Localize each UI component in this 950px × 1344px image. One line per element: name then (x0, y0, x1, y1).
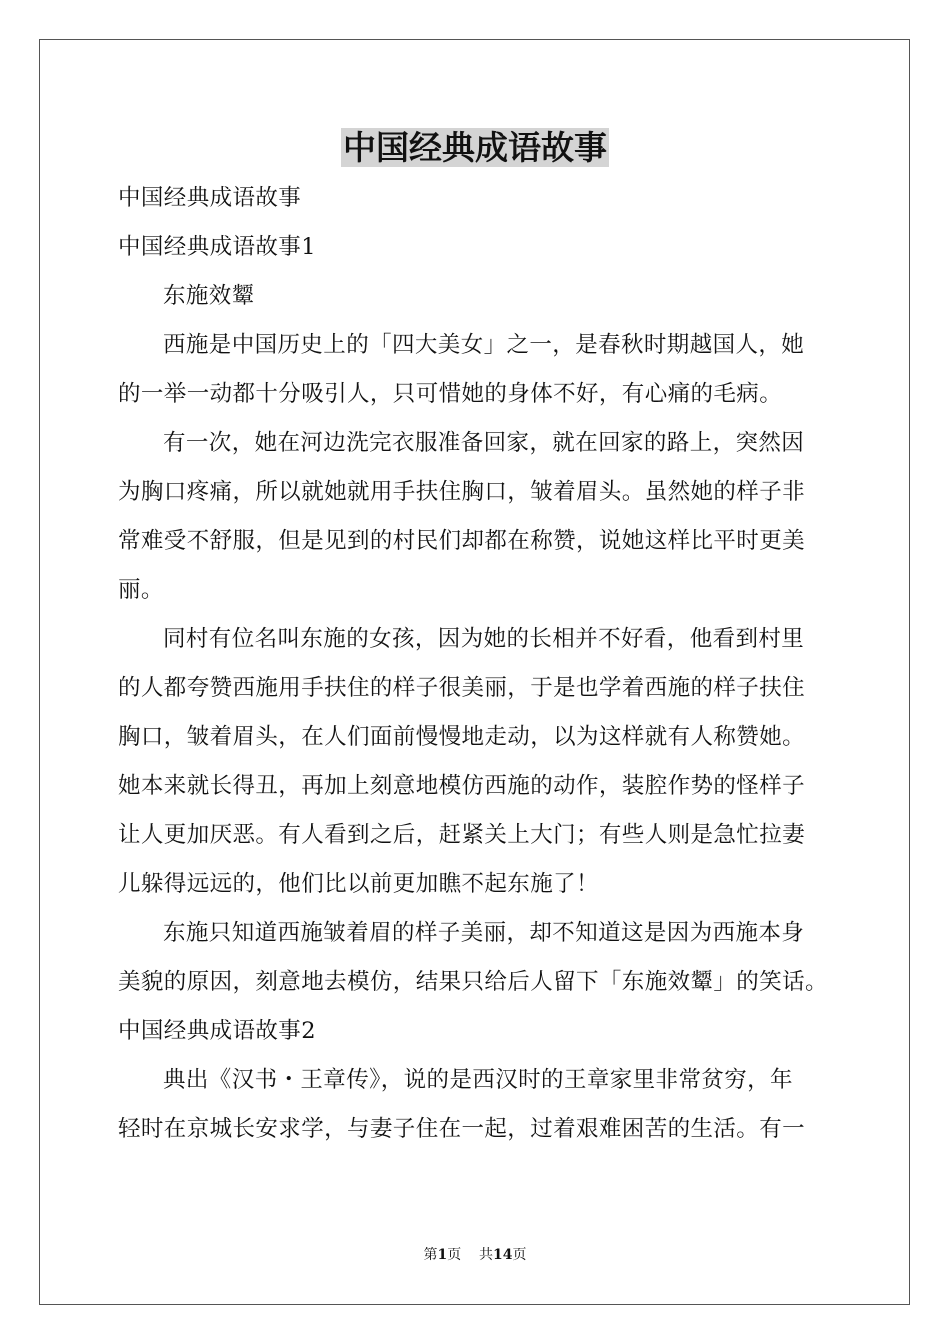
text-line: 常难受不舒服，但是见到的村民们却都在称赞，说她这样比平时更美 (118, 528, 806, 554)
footer-total-suffix: 页 (512, 1247, 527, 1263)
footer-total-pages: 14 (493, 1247, 513, 1263)
text-line: 她本来就长得丑，再加上刻意地模仿西施的动作，装腔作势的怪样子 (118, 773, 806, 799)
footer-page-number: 1 (437, 1247, 448, 1263)
text-line: 的一举一动都十分吸引人，只可惜她的身体不好，有心痛的毛病。 (118, 381, 783, 407)
text-line: 有一次，她在河边洗完衣服准备回家，就在回家的路上，突然因 (163, 430, 805, 456)
footer-prefix: 第 (423, 1247, 438, 1263)
text-line: 东施效颦 (163, 283, 255, 309)
text-line: 儿躲得远远的，他们比以前更加瞧不起东施了！ (118, 871, 599, 897)
text-line: 丽。 (118, 577, 164, 603)
text-line: 典出《汉书・王章传》，说的是西汉时的王章家里非常贫穷，年 (163, 1067, 793, 1093)
text-line: 东施只知道西施皱着眉的样子美丽，却不知道这是因为西施本身 (163, 920, 805, 946)
text-line: 美貌的原因，刻意地去模仿，结果只给后人留下「东施效颦」的笑话。 (118, 969, 828, 995)
footer-total-prefix: 共 (479, 1247, 494, 1263)
text-line: 中国经典成语故事2 (118, 1018, 316, 1044)
document-title (0, 126, 950, 170)
footer-page-suffix: 页 (447, 1247, 462, 1263)
text-line: 让人更加厌恶。有人看到之后，赶紧关上大门；有些人则是急忙拉妻 (118, 822, 806, 848)
page-footer (0, 1244, 950, 1264)
text-line: 中国经典成语故事1 (118, 234, 316, 260)
document-body (118, 174, 838, 1154)
document-title-text: 中国经典成语故事 (343, 128, 607, 167)
text-line: 轻时在京城长安求学，与妻子住在一起，过着艰难困苦的生活。有一 (118, 1116, 806, 1142)
text-line: 西施是中国历史上的「四大美女」之一，是春秋时期越国人，她 (163, 332, 805, 358)
text-line: 的人都夸赞西施用手扶住的样子很美丽，于是也学着西施的样子扶住 (118, 675, 806, 701)
text-line: 胸口，皱着眉头，在人们面前慢慢地走动，以为这样就有人称赞她。 (118, 724, 806, 750)
text-line: 同村有位名叫东施的女孩，因为她的长相并不好看，他看到村里 (163, 626, 805, 652)
text-line: 中国经典成语故事 (118, 185, 302, 211)
text-line: 为胸口疼痛，所以就她就用手扶住胸口，皱着眉头。虽然她的样子非 (118, 479, 806, 505)
